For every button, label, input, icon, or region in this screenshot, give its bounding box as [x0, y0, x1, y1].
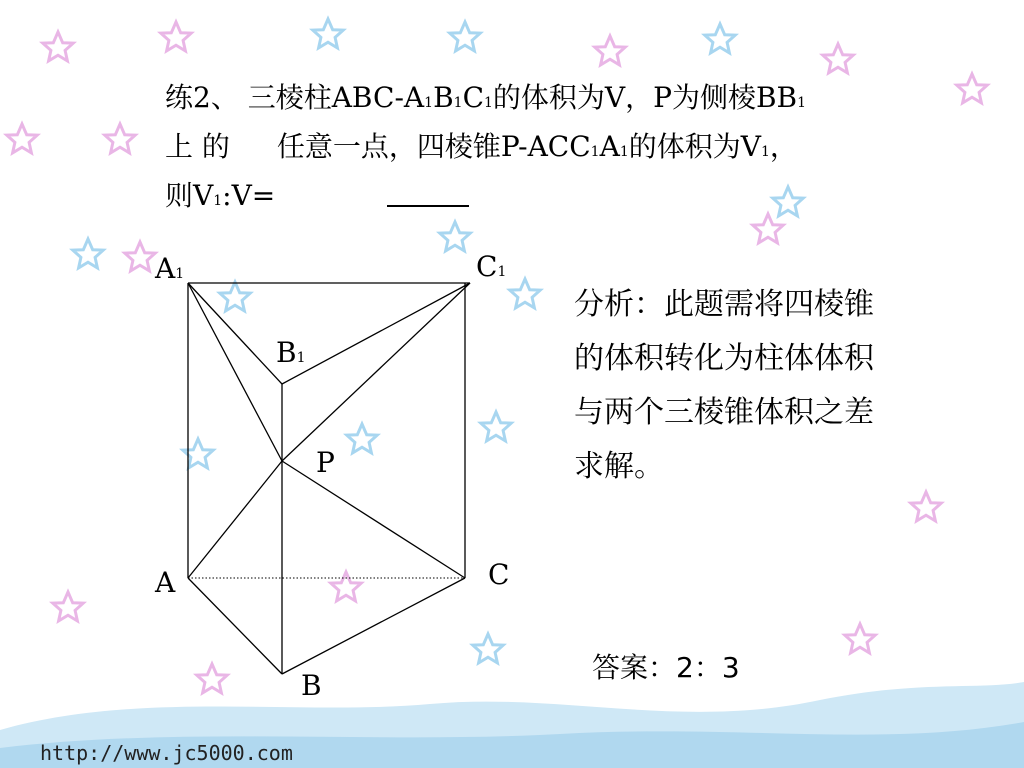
segment-CP: [282, 461, 465, 578]
label-C1: C1: [476, 250, 507, 283]
label-C: C: [488, 558, 510, 591]
footer-url: http://www.jc5000.com: [40, 741, 293, 765]
analysis-text: [574, 278, 924, 494]
label-B: B: [301, 669, 322, 702]
segment-C1P: [282, 283, 470, 461]
label-A1: A1: [155, 252, 185, 285]
label-A: A: [155, 566, 176, 599]
label-B1: B1: [276, 336, 306, 369]
edge-AB: [188, 578, 282, 674]
analysis-line: 求解。: [574, 449, 664, 484]
edge-B1C1: [282, 283, 470, 384]
analysis-line: 分析：此题需将四棱锥: [574, 287, 874, 322]
answer-text: 答案：2：3: [592, 651, 740, 684]
problem-line-3: 则V1:V=: [165, 174, 935, 223]
analysis-line: 与两个三棱锥体积之差: [574, 395, 874, 430]
problem-line-2: 上 的 任意一点，四棱锥P-ACC1A1的体积为V1，: [165, 130, 798, 163]
label-P: P: [316, 446, 335, 479]
segment-AP: [188, 461, 282, 578]
edge-A1B1: [188, 283, 282, 384]
analysis-line: 的体积转化为柱体体积: [574, 341, 874, 376]
problem-line-1: 练2、 三棱柱ABC-A1B1C1的体积为V，P为侧棱BB1: [165, 81, 807, 114]
segment-A1P: [188, 283, 282, 461]
edge-BC: [282, 578, 465, 674]
